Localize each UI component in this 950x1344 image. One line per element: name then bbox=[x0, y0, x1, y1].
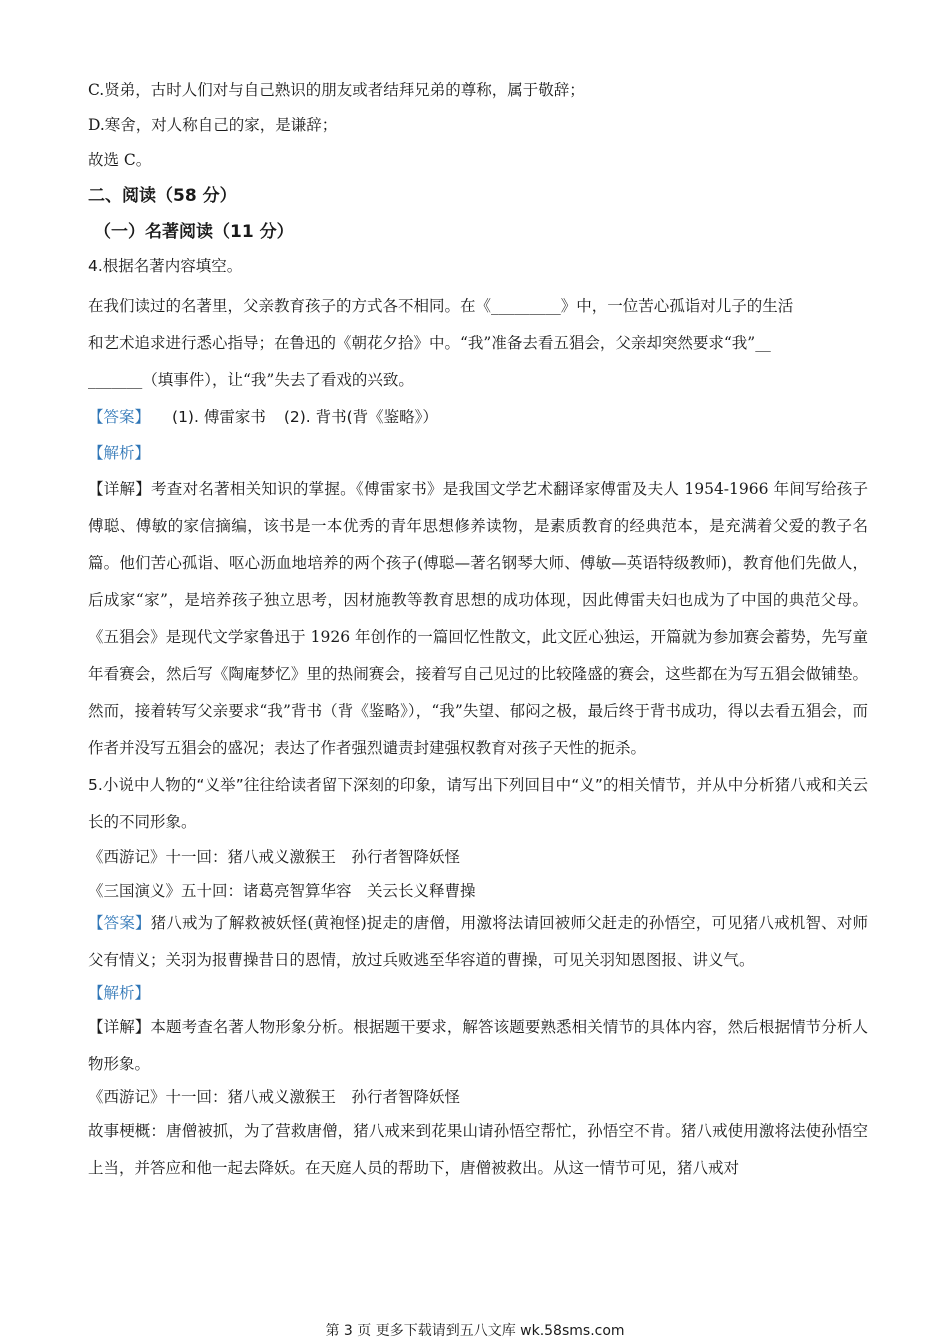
q5-answer-text: 猪八戒为了解救被妖怪(黄袍怪)捉走的唐僧，用激将法请回被师父赶走的孙悟空，可见猪八戒机智、对师父有情义；关羽为报曹操昔日的恩情，放过兵败逃至华容道的曹操，可见关羽知恩图报、讲义气。 bbox=[88, 914, 868, 969]
q4-answer bbox=[88, 405, 868, 429]
page-footer: 第 3 页 更多下载请到五八文库 wk.58sms.com bbox=[325, 1323, 625, 1339]
option-d-line: D.寒舍，对人称自己的家，是谦辞； bbox=[88, 116, 338, 134]
page-content bbox=[88, 78, 868, 1187]
q4-detail-tag: 【详解】 bbox=[88, 480, 152, 498]
answer-tag: 【答案】 bbox=[88, 408, 151, 426]
q5-detail-text: 本题考查名著人物形象分析。根据题干要求，解答该题要熟悉相关情节的具体内容，然后根据情节分析人物形象。 bbox=[88, 1018, 868, 1073]
q5-item-2: 《三国演义》五十回：诸葛亮智算华容 关云长义释曹操 bbox=[88, 882, 476, 900]
option-c-line: C.贤弟，古时人们对与自己熟识的朋友或者结拜兄弟的尊称，属于敬辞； bbox=[88, 81, 585, 99]
q4-detail bbox=[88, 471, 868, 767]
q4-detail-text: 考查对名著相关知识的掌握。《傅雷家书》是我国文学艺术翻译家傅雷及夫人 1954-1966 年间写给孩子傅聪、傅敏的家信摘编，该书是一本优秀的青年思想修养读物，是素质教育的经典范本，是充满着父爱的教子名篇。他们苦心孤诣、呕心沥血地培养的两个孩子(傅聪—著名钢琴大师、傅敏—英语特级教师)，教育他们先做人，后成家“家”，是培养孩子独立思考，因材施教等教育思想的成功体现，因此傅雷夫妇也成为了中国的典范父母。《五猖会》是现代文学家鲁迅于 1926 年创作的一篇回忆性散文，此文匠心独运，开篇就为参加赛会蓄势，先写童年看赛会，然后写《陶庵梦忆》里的热闹赛会，接着写自己见过的比较隆盛的赛会，这些都在为写五猖会做铺垫。然而，接着转写父亲要求“我”背书（背《鉴略》），“我”失望、郁闷之极，最后终于背书成功，得以去看五猖会，而作者并没写五猖会的盛况；表达了作者强烈谴责封建强权教育对孩子天性的扼杀。 bbox=[88, 480, 868, 757]
section-title: 二、阅读（58 分） bbox=[88, 186, 237, 206]
q5-title: 5.小说中人物的“义举”往往给读者留下深刻的印象，请写出下列回目中“义”的相关情节，并从中分析猪八戒和关云长的不同形象。 bbox=[88, 776, 868, 831]
q5-detail bbox=[88, 1009, 868, 1083]
choose-c-line: 故选 C。 bbox=[88, 151, 152, 169]
q5-analysis-tag: 【解析】 bbox=[88, 984, 151, 1002]
q5-answer bbox=[88, 905, 868, 979]
q5-answer-tag: 【答案】 bbox=[88, 914, 151, 932]
q5-story: 故事梗概：唐僧被抓，为了营救唐僧，猪八戒来到花果山请孙悟空帮忙，孙悟空不肯。猪八戒使用激将法使孙悟空上当，并答应和他一起去降妖。在天庭人员的帮助下，唐僧被救出。从这一情节可见，猪八戒对 bbox=[88, 1122, 868, 1177]
q4-answer-2: (2). 背书(背《鉴略》） bbox=[283, 408, 438, 426]
q4-body bbox=[88, 288, 868, 399]
q5-item-1-repeat: 《西游记》十一回：猪八戒义激猴王 孙行者智降妖怪 bbox=[88, 1088, 461, 1106]
section-subtitle: （一）名著阅读（11 分） bbox=[94, 222, 294, 242]
q4-body-line-1: 在我们读过的名著里，父亲教育孩子的方式各不相同。在《_________》中，一位苦心孤诣对儿子的生活 bbox=[88, 297, 794, 315]
q4-body-line-3: _______（填事件），让“我”失去了看戏的兴致。 bbox=[88, 371, 414, 389]
q4-body-line-2: 和艺术追求进行悉心指导；在鲁迅的《朝花夕拾》中。“我”准备去看五猖会，父亲却突然要求“我”__ bbox=[88, 334, 771, 352]
q4-answer-1: (1). 傅雷家书 bbox=[172, 408, 266, 426]
q4-analysis-tag: 【解析】 bbox=[88, 444, 151, 462]
q5-item-1: 《西游记》十一回：猪八戒义激猴王 孙行者智降妖怪 bbox=[88, 848, 461, 866]
q4-title: 4.根据名著内容填空。 bbox=[88, 257, 243, 275]
q5-detail-tag: 【详解】 bbox=[88, 1018, 151, 1036]
